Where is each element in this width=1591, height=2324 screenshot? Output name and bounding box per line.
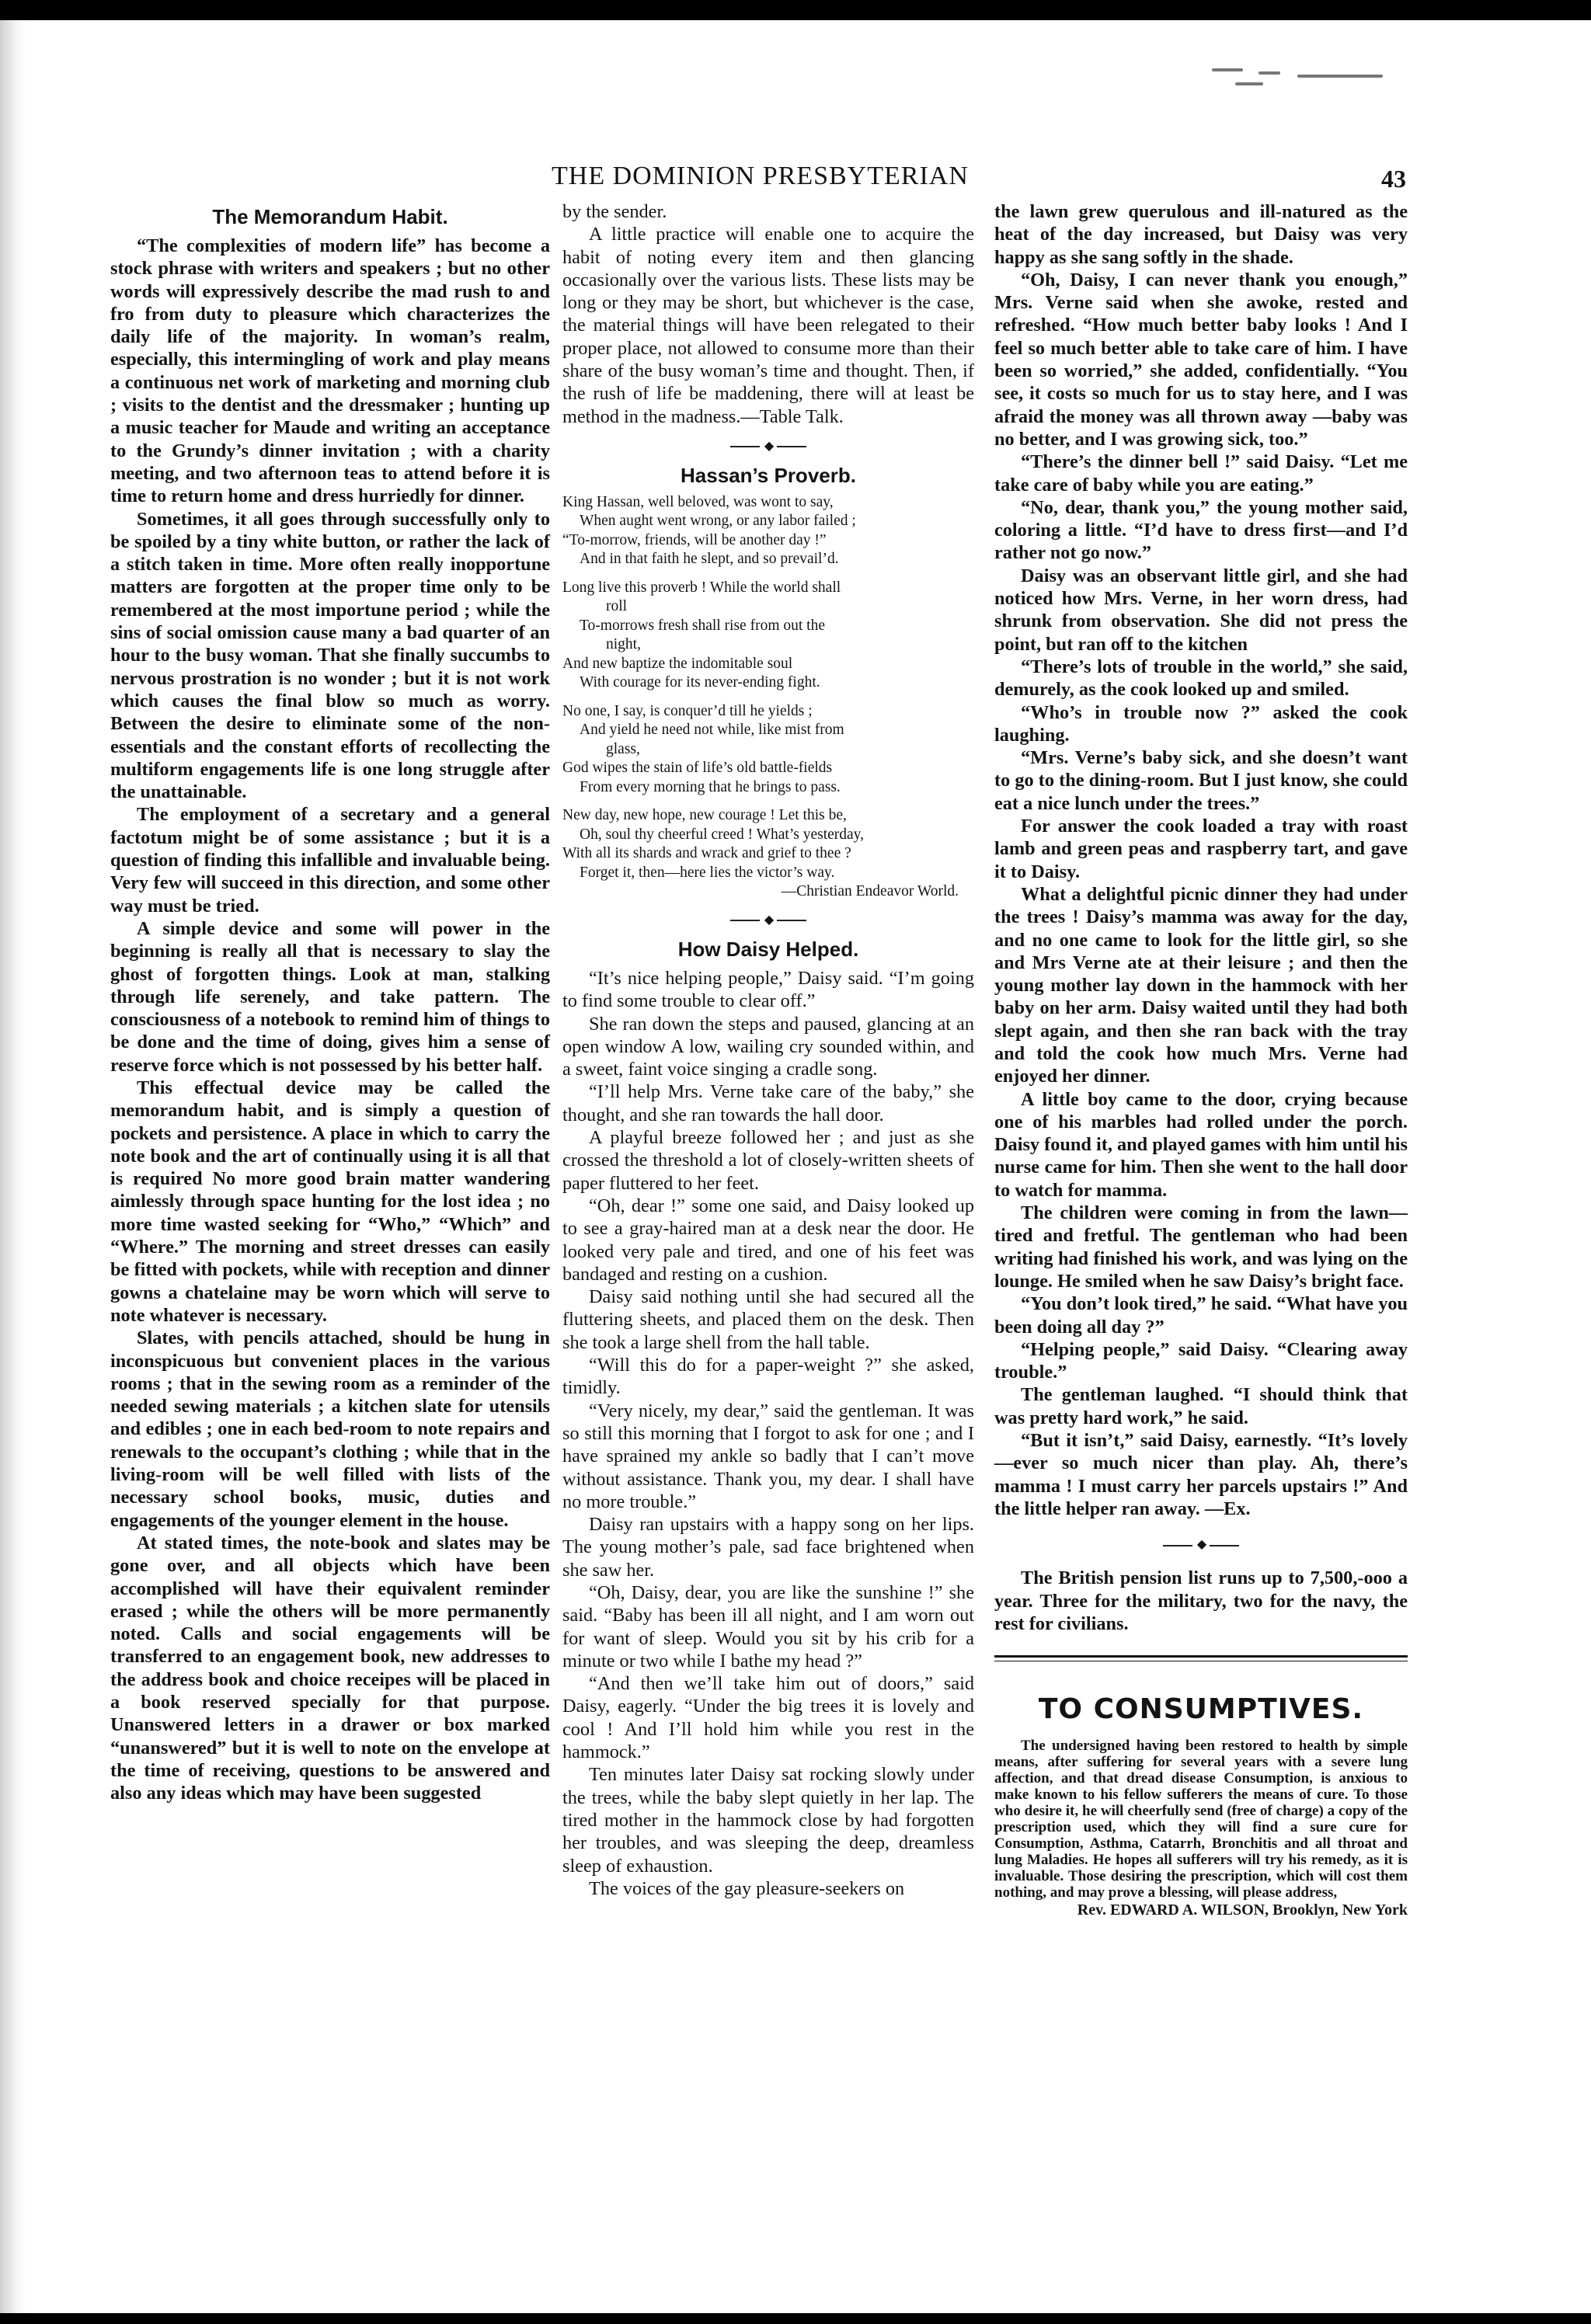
paragraph: “Mrs. Verne’s baby sick, and she doesn’t want to go to the dining-room. But I just know, she could eat a nice lunch under the trees.” <box>994 747 1408 814</box>
section-divider-ornament: ◆ <box>562 913 974 928</box>
paragraph: “It’s nice helping people,” Daisy said. “I’m going to find some trouble to clear off.” <box>562 967 974 1012</box>
poem-line: “To-morrow, friends, will be another day !” <box>562 531 827 548</box>
paragraph: Slates, with pencils attached, should be hung in inconspicuous but convenient places in the various rooms ; that in the sewing room as a reminder of the needed sewing materials ; a kitchen slate for utensils and edibles ; one in each bed-room to note repairs and renewals to the occupant’s clothing ; while that in the living-room will be well filled with lists of the necessary school books, music, duties and engagements of the younger element in the house. <box>110 1327 550 1531</box>
paragraph: “Who’s in trouble now ?” asked the cook laughing. <box>994 701 1408 746</box>
paragraph: The gentleman laughed. “I should think that was pretty hard work,” he said. <box>994 1384 1408 1428</box>
poem-line: King Hassan, well beloved, was wont to say, <box>562 493 834 510</box>
paragraph: “There’s the dinner bell !” said Daisy. “Let me take care of baby while you are eating.” <box>994 451 1408 496</box>
print-smudge <box>1212 64 1383 95</box>
paragraph: A simple device and some will power in the beginning is really all that is necessary to slay the ghost of forgotten things. Look at man, stalking through life serenely, and take pattern. The consciousness of a notebook to remind him of things to be done and the time of doing, gives him a sense of reserve force which is not possessed by his better half. <box>110 917 550 1076</box>
advert-heading: TO CONSUMPTIVES. <box>1038 1693 1364 1726</box>
section-divider-ornament: ◆ <box>994 1537 1408 1553</box>
article-title-hassan: Hassan’s Proverb. <box>681 463 856 487</box>
section-divider-ornament: ◆ <box>562 439 974 454</box>
poem-line: And yield he need not while, like mist from <box>580 722 844 739</box>
paragraph: The children were coming in from the lawn—tired and fretful. The gentleman who had been writing had finished his work, and was lying on the lounge. He smiled when he saw Daisy’s bright face. <box>994 1202 1408 1292</box>
paragraph: A playful breeze followed her ; and just as she crossed the threshold a lot of closely-written sheets of paper fluttered to her feet. <box>562 1127 974 1194</box>
column-3 <box>994 200 1408 1919</box>
poem-line: God wipes the stain of life’s old battle-fields <box>562 760 833 777</box>
article-title-daisy: How Daisy Helped. <box>677 937 859 961</box>
paragraph: What a delightful picnic dinner they had under the trees ! Daisy’s mamma was away for the day, and no one came to look for the little girl, so she and Mrs Verne ate at their leisure ; and then the young mother lay down in the hammock with her baby on her arm. Daisy waited until they had both slept again, and then she ran back with the tray and told the cook how much Mrs. Verne had enjoyed her dinner. <box>994 883 1408 1087</box>
paragraph: “Oh, Daisy, I can never thank you enough,” Mrs. Verne said when she awoke, rested and refreshed. “How much better baby looks ! And I feel so much better able to take care of him. I have been so worried,” she added, confidentially. “You see, it costs so much for us to stay here, and I was afraid the money was all thrown away —baby was no better, and I was growing sick, too.” <box>994 269 1408 450</box>
paragraph: “Oh, Daisy, dear, you are like the sunshine !” she said. “Baby has been ill all night, and I am worn out for want of sleep. Would you sit by his crib for a minute or two while I bathe my head ?” <box>562 1581 974 1672</box>
paragraph: Daisy ran upstairs with a happy song on her lips. The young mother’s pale, sad face brightened when she saw her. <box>562 1514 974 1581</box>
advert-signature: Rev. EDWARD A. WILSON, Brooklyn, New York <box>1077 1901 1408 1919</box>
poem-line: And new baptize the indomitable soul <box>562 655 793 672</box>
poem-attribution: —Christian Endeavor World. <box>781 883 959 900</box>
poem-stanza <box>562 806 974 902</box>
continued-text: the lawn grew querulous and ill-natured as the heat of the day increased, but Daisy was very happy as she sang softly in the shade. <box>994 201 1408 268</box>
poem-line: roll <box>606 598 628 615</box>
poem-stanza <box>562 702 974 798</box>
paragraph: Sometimes, it all goes through successfully only to be spoiled by a tiny white button, or rather the lack of a stitch taken in time. More often really inopportune matters are forgotten at the proper time only to be remembered at the most importune period ; while the sins of social omission cause many a bad quarter of an hour to the busy woman. That she finally succumbs to nervous prostration is no wonder ; but it is not work which causes the final blow so much as worry. Between the desire to eliminate some of the non-essentials and the constant efforts of recollecting the multiform engagements life is one long struggle after the unattainable. <box>110 508 550 803</box>
paragraph: She ran down the steps and paused, glancing at an open window A low, wailing cry sounded within, and a sweet, faint voice singing a cradle song. <box>562 1013 974 1080</box>
column-2 <box>562 200 974 1900</box>
page-header <box>179 162 1406 197</box>
poem-line: With courage for its never-ending fight. <box>580 674 820 691</box>
paragraph: “Oh, dear !” some one said, and Daisy looked up to see a gray-haired man at a desk near the door. He looked very pale and tired, and one of his feet was bandaged and resting on a cushion. <box>562 1195 974 1285</box>
paragraph: “I’ll help Mrs. Verne take care of the baby,” she thought, and she ran towards the hall door. <box>562 1081 974 1125</box>
paragraph: The voices of the gay pleasure-seekers on <box>589 1877 905 1899</box>
poem-line: night, <box>606 636 641 653</box>
paragraph: “Will this do for a paper-weight ?” she asked, timidly. <box>562 1355 974 1399</box>
poem-stanza <box>562 579 974 693</box>
paragraph: This effectual device may be called the memorandum habit, and is simply a question of pockets and persistence. A place in which to carry the note book and the art of continually using it is all that is required No more good brain matter wandering aimlessly through space hunting for the lost idea ; no more time wasted seeking for “Who,” “Which” and “Where.” The morning and street dresses can easily be fitted with pockets, while with reception and dinner gowns a chatelaine may be worn which will serve to note whatever is necessary. <box>110 1077 550 1326</box>
poem-line: Oh, soul thy cheerful creed ! What’s yesterday, <box>580 826 865 843</box>
poem-line: Long live this proverb ! While the world shall <box>562 579 841 596</box>
paragraph: At stated times, the note-book and slates may be gone over, and all objects which have been accomplished will have their equivalent reminder erased ; while the others will be more permanently noted. Calls and social engagements will be transferred to an engagement book, new addresses to the address book and choice receipes will be placed in a book reserved specially for that purpose. Unanswered letters in a drawer or box marked “unanswered” but it is well to note on the envelope at the time of receiving, questions to be answered and also any ideas which may have been suggested <box>110 1532 550 1804</box>
advert-body: The undersigned having been restored to health by simple means, after suffering for several years with a severe lung affection, and that dread disease Consumption, is anxious to make known to his fellow sufferers the means of cure. To those who desire it, he will cheerfully send (free of charge) a copy of the prescription used, which they will find a sure cure for Consumption, Asthma, Catarrh, Bronchitis and all throat and lung Maladies. He hopes all sufferers will try his remedy, as it is invaluable. Those desiring the prescription, which will cost them nothing, and may prove a blessing, will please address, <box>994 1738 1408 1901</box>
poem-line: And in that faith he slept, and so prevail’d. <box>580 551 839 568</box>
poem-line: From every morning that he brings to pass. <box>580 778 841 795</box>
page-gutter-shadow <box>0 20 26 2313</box>
poem-line: glass, <box>606 740 640 757</box>
news-item-pension: The British pension list runs up to 7,500,-ooo a year. Three for the military, two for the navy, the rest for civilians. <box>994 1567 1408 1634</box>
paragraph: Daisy was an observant little girl, and she had noticed how Mrs. Verne, in her worn dress, had shrunk from observation. She did not press the point, but ran off to the kitchen <box>994 565 1408 655</box>
paragraph: “But it isn’t,” said Daisy, earnestly. “It’s lovely—ever so much nicer than play. Ah, there’s mamma ! I must carry her parcels upstairs !” And the little helper ran away. —Ex. <box>994 1430 1408 1519</box>
poem-line: New day, new hope, new courage ! Let this be, <box>562 807 847 824</box>
scan-border-top <box>0 0 1591 20</box>
paragraph: “Very nicely, my dear,” said the gentleman. It was so still this morning that I forgot to ask for one ; and I have sprained my ankle so badly that I can’t move without assistance. Thank you, my dear. I shall have no more trouble.” <box>562 1400 974 1512</box>
poem-line: Forget it, then—here lies the victor’s way. <box>580 864 835 881</box>
continued-text: by the sender. <box>562 201 667 222</box>
paragraph: The employment of a secretary and a general factotum might be of some assistance ; but it is a question of finding this infallible and invaluable being. Very few will succeed in this direction, and some other way must be tried. <box>110 804 550 917</box>
paragraph: “There’s lots of trouble in the world,” she said, demurely, as the cook looked up and smiled. <box>994 656 1408 701</box>
column-1 <box>110 200 550 1804</box>
running-head: THE DOMINION PRESBYTERIAN <box>552 162 969 190</box>
scan-border-bottom <box>0 2313 1591 2324</box>
poem-line: When aught went wrong, or any labor failed ; <box>580 513 856 530</box>
paragraph: “You don’t look tired,” he said. “What have you been doing all day ?” <box>994 1293 1408 1338</box>
poem-stanza <box>562 493 974 569</box>
paragraph: A little boy came to the door, crying because one of his marbles had rolled under the porch. Daisy found it, and played games with him until his nurse came for him. Then she went to the hall door to watch for mamma. <box>994 1088 1408 1201</box>
double-rule <box>994 1655 1408 1661</box>
paragraph: “The complexities of modern life” has become a stock phrase with writers and speakers ; but no other words will expressively describe the mad rush to and fro from duty to pleasure which characterizes the daily life of the majority. In woman’s realm, especially, this intermingling of work and play means a continuous net work of marketing and morning club ; visits to the dentist and the dressmaker ; hunting up a music teacher for Maude and writing an acceptance to the Grundy’s dinner invitation ; with a charity meeting, and two afternoon teas to attend before it is time to return home and dress hurriedly for dinner. <box>110 235 550 507</box>
article-title-memorandum: The Memorandum Habit. <box>212 205 448 228</box>
paragraph: “Helping people,” said Daisy. “Clearing away trouble.” <box>994 1338 1408 1383</box>
paragraph: Daisy said nothing until she had secured all the fluttering sheets, and placed them on the desk. Then she took a large shell from the hall table. <box>562 1286 974 1353</box>
poem-line: No one, I say, is conquer’d till he yields ; <box>562 702 813 719</box>
paragraph: A little practice will enable one to acquire the habit of noting every item and then glancing occasionally over the various lists. These lists may be long or they may be short, but whichever is the case, the material things will have been relegated to their proper place, not allowed to consume more than their share of the busy woman’s time and thought. Then, if the rush of life be maddening, there will at least be method in the madness.—Table Talk. <box>562 224 974 427</box>
paragraph: “And then we’ll take him out of doors,” said Daisy, eagerly. “Under the big trees it is lovely and cool ! And I’ll hold him while you rest in the hammock.” <box>562 1673 974 1763</box>
paragraph: “No, dear, thank you,” the young mother said, coloring a little. “I’d have to dress first—and I’d rather not go now.” <box>994 496 1408 564</box>
paragraph: For answer the cook loaded a tray with roast lamb and green peas and raspberry tart, and gave it to Daisy. <box>994 816 1408 882</box>
paragraph: Ten minutes later Daisy sat rocking slowly under the trees, while the baby slept quietly in her lap. The tired mother in the hammock close by had forgotten her troubles, and was sleeping the deep, dreamless sleep of exhaustion. <box>562 1764 974 1877</box>
page-number: 43 <box>1381 165 1406 193</box>
poem-line: With all its shards and wrack and grief to thee ? <box>562 845 851 862</box>
poem-line: To-morrows fresh shall rise from out the <box>580 617 825 634</box>
